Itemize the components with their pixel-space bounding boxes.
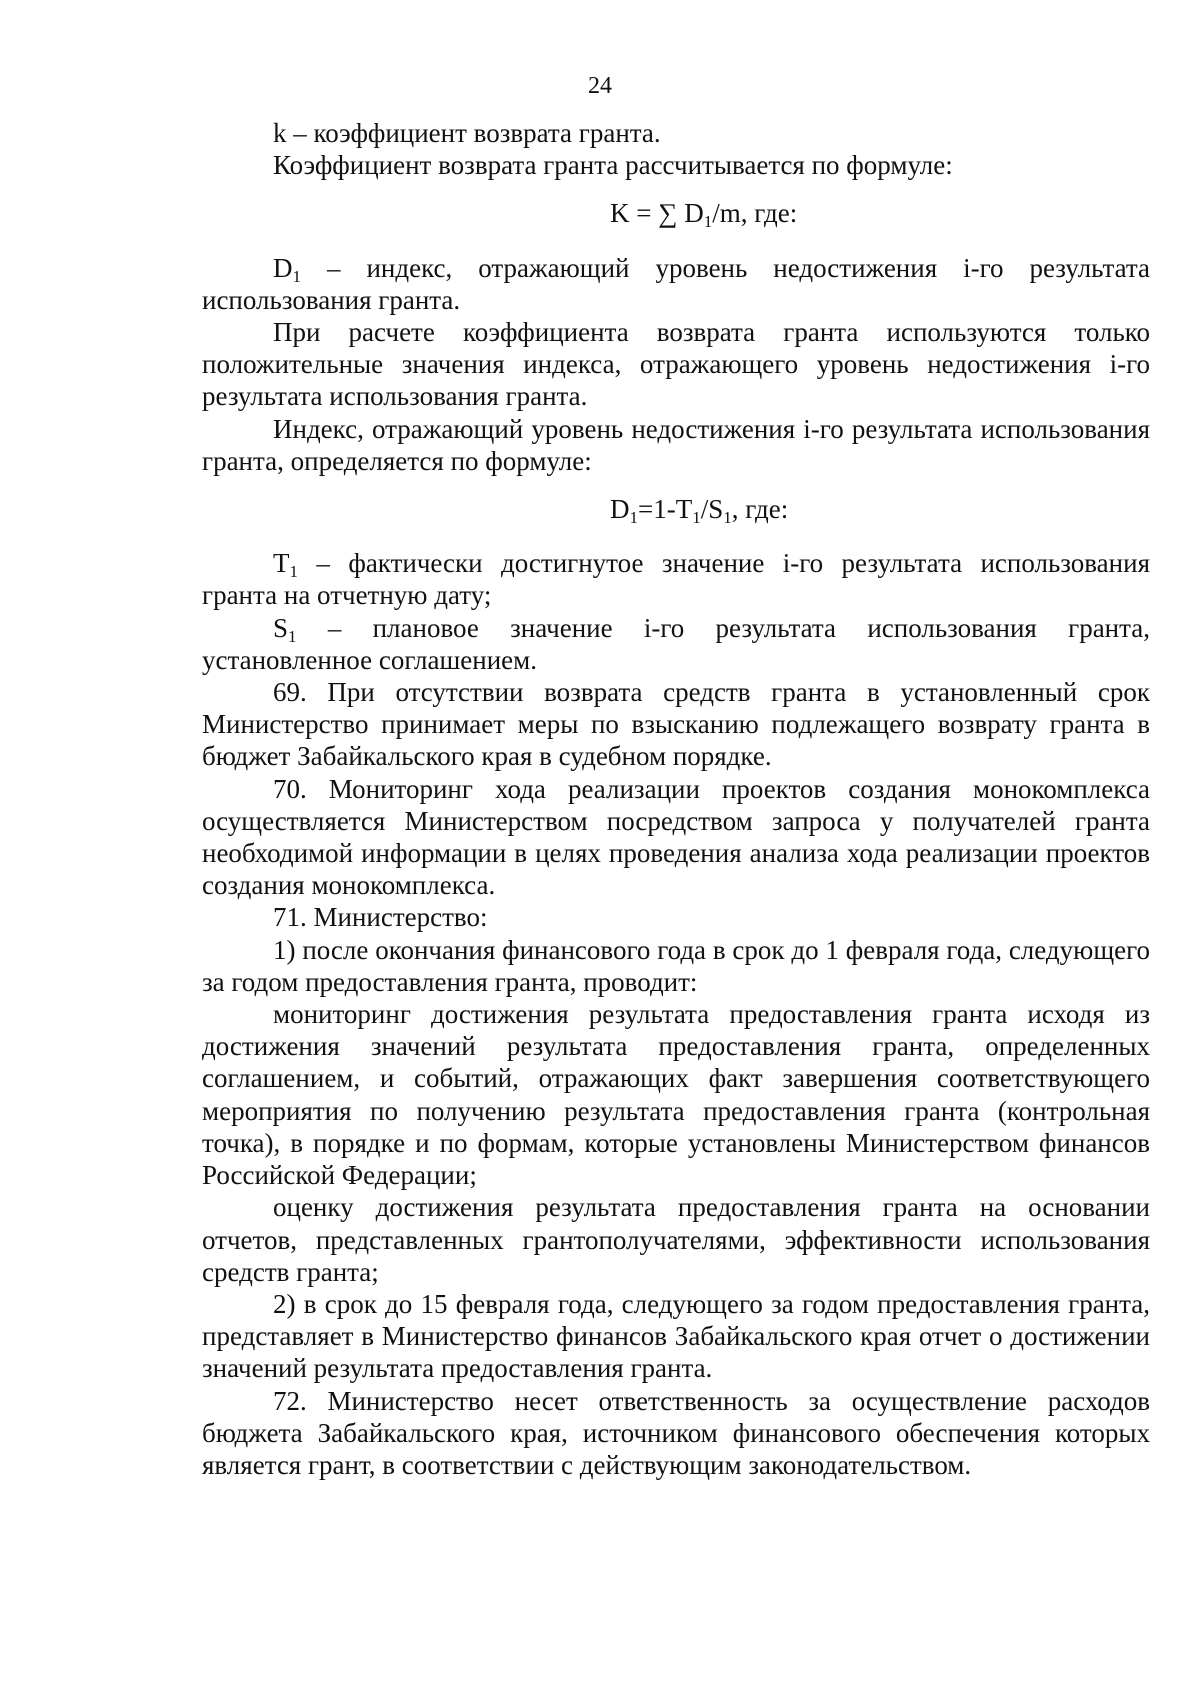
paragraph: $D_1$ – индекс, отражающий уровень недостижения i-го результата использования гранта. [202, 252, 1150, 315]
paragraph: мониторинг достижения результата предоставления гранта исходя из достижения значений результата предоставления гранта, определенных соглашением, и событий, отражающих факт завершения соответствующего мероприятия по получению результата предоставления гранта (контрольная точка), в порядке и по формам, которые установлены Министерством финансов Российской Федерации; [202, 999, 1150, 1191]
paragraph: оценку достижения результата предоставления гранта на основании отчетов, представленных грантополучателями, эффективности использования средств гранта; [202, 1192, 1150, 1287]
formula-k: K = ∑ $D_1/m$, где: [610, 198, 798, 232]
paragraph: 70. Мониторинг хода реализации проектов создания монокомплекса осуществляется Министерством посредством запроса у получателей гранта необходимой информации в целях проведения анализа хода реализации проектов создания монокомплекса. [202, 773, 1150, 901]
paragraph: 2) в срок до 15 февраля года, следующего за годом предоставления гранта, представляет в Министерство финансов Забайкальского края отчет о достижении значений результата предоставления гранта. [202, 1288, 1150, 1384]
document-body [202, 117, 1150, 1481]
paragraph: $T_1$ – фактически достигнутое значение i-го результата использования гранта на отчетную дату; [202, 548, 1150, 611]
paragraph: 71. Министерство: [273, 902, 488, 933]
paragraph: $S_1$ – плановое значение i-го результата использования гранта, установленное соглашением. [202, 612, 1150, 675]
paragraph: k – коэффициент возврата гранта. [273, 118, 661, 148]
paragraph: При расчете коэффициента возврата гранта используются только положительные значения индекса, отражающего уровень недостижения i-го результата использования гранта. [202, 317, 1150, 412]
paragraph: 69. При отсутствии возврата средств гранта в установленный срок Министерство принимает меры по взысканию подлежащего возврату гранта в бюджет Забайкальского края в судебном порядке. [202, 677, 1150, 772]
formula-d: $D_1=1-T_1/S_1$, где: [610, 494, 789, 528]
paragraph: Коэффициент возврата гранта рассчитывается по формуле: [273, 150, 953, 181]
paragraph: 1) после окончания финансового года в срок до 1 февраля года, следующего за годом предоставления гранта, проводит: [202, 934, 1150, 997]
paragraph: 72. Министерство несет ответственность за осуществление расходов бюджета Забайкальского края, источником финансового обеспечения которых является грант, в соответствии с действующим законодательством. [202, 1385, 1150, 1480]
page-number: 24 [588, 73, 612, 99]
paragraph: Индекс, отражающий уровень недостижения i-го результата использования гранта, определяется по формуле: [202, 413, 1150, 476]
